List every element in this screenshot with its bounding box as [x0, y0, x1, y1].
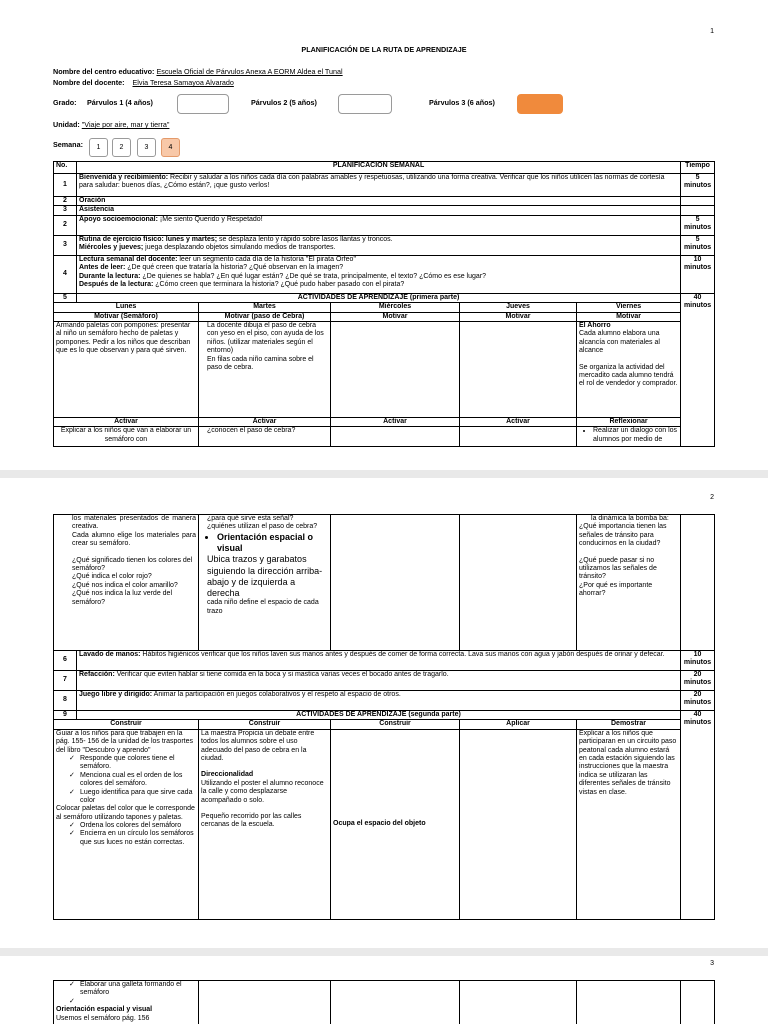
aplicar-jueves	[460, 729, 577, 919]
cell-text: La maestra Propicia un debate entre todos los alumnos sobre el uso adecuado del paso de cebra en la ciudad.	[201, 729, 315, 762]
day-viernes: Viernes	[577, 303, 681, 312]
motivar-jueves	[460, 321, 577, 417]
cell-text: En filas cada niño camina sobre el paso de cebra.	[207, 355, 314, 371]
row-label: Rutina de ejercicio físico: lunes y martes;	[79, 235, 218, 243]
page-1	[0, 0, 768, 470]
motivar-lunes: Armando paletas con pompones: presentar al niño un semáforo hecho de paletas y pompones. Pedir a los niños que describan que es lo que observan y para qué sirven.	[54, 321, 199, 417]
cell-title: El Ahorro	[579, 321, 611, 329]
row-num: 3	[54, 206, 77, 215]
page-number: 1	[710, 28, 714, 35]
p3-cell	[331, 981, 460, 1024]
row-label: Durante la lectura:	[79, 272, 141, 280]
p2-miercoles-cell	[331, 515, 460, 651]
page-3	[0, 956, 768, 1024]
row-text: ¿De quienes se habla? ¿En qué lugar están? ¿De qué se trata, principalmente, el texto? ¿Cómo es ese lugar?	[140, 272, 486, 280]
cell-text: ¿Qué puede pasar si no utilizamos las señales de tránsito?	[579, 556, 657, 581]
p3-cell	[681, 981, 715, 1024]
head-no: No.	[54, 162, 77, 174]
row-time	[681, 206, 715, 215]
cell-text: ¿Qué importancia tienen las señales de tránsito para conducirnos en la ciudad?	[579, 523, 667, 548]
activar-lunes: Explicar a los niños que van a elaborar un semáforo con	[54, 427, 199, 447]
demostrar-head: Demostrar	[577, 720, 681, 729]
row-lectura	[77, 255, 681, 293]
row-label: Apoyo socioemocional:	[79, 215, 158, 223]
check-item: ✓ Menciona cual es el orden de los colores del semáforo.	[80, 772, 196, 789]
cell-title: Direccionalidad	[201, 771, 254, 779]
row-juego	[77, 691, 681, 711]
day-miercoles: Miércoles	[331, 303, 460, 312]
activar-jueves	[460, 427, 577, 447]
p3-cell	[577, 981, 681, 1024]
centro-label: Nombre del centro educativo:	[53, 67, 155, 76]
row-label: Juego libre y dirigido:	[79, 691, 153, 698]
p3-cell	[460, 981, 577, 1024]
construir-head: Construir	[331, 720, 460, 729]
bullet-item: • Orientación espacial o visual	[217, 532, 328, 555]
plan-table-p2	[53, 514, 715, 920]
activar-viernes	[577, 427, 681, 447]
construir-martes	[199, 729, 331, 919]
motivar-martes	[199, 321, 331, 417]
motivar-head: Motivar	[331, 312, 460, 321]
cell-text: La docente dibuja el paso de cebra con yeso en el piso, con ayuda de los niños. (utilizar materiales según el entorno)	[207, 321, 324, 355]
cell-text: Colocar paletas del color que le corresponde al semáforo utilizando tapones y paletas.	[56, 805, 195, 821]
cell-text: Usemos el semáforo pág. 156	[56, 1014, 150, 1022]
motivar-head: Motivar (paso de Cebra)	[199, 312, 331, 321]
activar-miercoles	[331, 427, 460, 447]
cell-text: ¿Por qué es importante ahorrar?	[579, 581, 653, 598]
cell-text: Utilizando el poster el alumno reconoce la calle y como desplazarse acompañado o solo.	[201, 779, 324, 804]
semana-1[interactable]: 1	[89, 138, 108, 157]
row-time: 10 minutos	[681, 651, 715, 671]
row-num: 9	[54, 711, 77, 720]
demostrar-viernes: Explicar a los niños que participaran en un circuito paso peatonal cada alumno estará en cada estación siguiendo las instrucciones que la maestra indica se utilizaran las diferentes señales de tránsito vistas en clase.	[577, 729, 681, 919]
day-jueves: Jueves	[460, 303, 577, 312]
check-item: ✓ Responde que colores tiene el semáforo.	[80, 755, 196, 772]
page-title: PLANIFICACIÓN DE LA RUTA DE APRENDIZAJE	[301, 45, 467, 54]
centro-line	[53, 68, 343, 76]
p2-martes-cell	[199, 515, 331, 651]
row-oracion: Oración	[77, 197, 681, 206]
row-num: 2	[54, 197, 77, 206]
motivar-viernes	[577, 321, 681, 417]
check-item: ✓ Ordena los colores del semáforo	[80, 822, 196, 830]
row-label: Antes de leer:	[79, 264, 126, 272]
cell-text: ¿Qué indica el color rojo?	[72, 573, 152, 581]
cell-text: Se organiza la actividad del mercadito cada alumno tendrá el rol de vendedor y comprador.	[579, 363, 678, 388]
row-text: Verificar que eviten hablar si tiene comida en la boca y si mastica varias veces el bocado antes de tragarlo.	[114, 671, 449, 678]
row-time: 20 minutos	[681, 671, 715, 691]
p2-jueves-cell	[460, 515, 577, 651]
head-tiempo: Tiempo	[681, 162, 715, 174]
row-num: 2	[54, 215, 77, 235]
grado-checkbox-2[interactable]	[338, 94, 392, 114]
cell-text: Pequeño recorrido por las calles cercanas de la escuela.	[201, 812, 302, 829]
docente-label: Nombre del docente:	[53, 78, 125, 87]
activar-head: Activar	[199, 417, 331, 426]
cell-text: los materiales presentados de manera creativa.	[72, 515, 197, 531]
row-ejercicio	[77, 235, 681, 255]
row-time	[681, 515, 715, 651]
unidad-label: Unidad:	[53, 120, 80, 129]
cell-text: la dinámica la bomba ba:	[591, 515, 669, 522]
cell-text: cada niño define el espacio de cada trazo	[207, 599, 319, 615]
head-plan: PLANIFICACION SEMANAL	[77, 162, 681, 174]
row-time: 40 minutos	[681, 293, 715, 447]
semana-4-selected[interactable]: 4	[161, 138, 180, 157]
p2-lunes-cell	[54, 515, 199, 651]
row-text: leer un segmento cada día de la historia "El pirata Orfeo"	[177, 255, 356, 263]
cell-text: Ubica trazos y garabatos siguiendo la dirección arriba-abajo y de izquierda a derecha	[207, 554, 323, 599]
row-text: Animar la participación en juegos colaborativos y el respeto al espacio de otros.	[152, 691, 401, 698]
row-text: juega desplazando objetos simulando medios de transportes.	[143, 244, 336, 252]
page-2	[0, 478, 768, 948]
row-text: ¿Cómo creen que terminara la historia? ¿Qué pudo haber pasado con el pirata?	[153, 280, 405, 288]
row-num: 7	[54, 671, 77, 691]
row-num: 8	[54, 691, 77, 711]
docente-line	[53, 79, 234, 87]
cell-text: ¿quiénes utilizan el paso de cebra?	[207, 523, 318, 531]
p2-viernes-cell	[577, 515, 681, 651]
aplicar-head: Aplicar	[460, 720, 577, 729]
motivar-head: Motivar	[460, 312, 577, 321]
row-asistencia: Asistencia	[77, 206, 681, 215]
row-time: 10 minutos	[681, 255, 715, 293]
row-time: 5 minutos	[681, 215, 715, 235]
row-text: se desplaza lento y rápido sobre lasos llantas y troncos.	[217, 235, 393, 243]
bullet-item: • Realizar un dialogo con los alumnos por medio de	[593, 427, 678, 444]
row-time: 20 minutos	[681, 691, 715, 711]
grado-label: Grado:	[53, 98, 77, 107]
row-time	[681, 197, 715, 206]
row-text: Recibir y saludar a los niños cada día con palabras amables y respetuosas, utilizando una forma creativa. Verificar que los niños utilicen las normas de cortesía para saludar: buenos días, ¿Cómo están?, ¡que gusto verlos!	[79, 174, 665, 190]
construir-head: Construir	[199, 720, 331, 729]
activar-head: Activar	[331, 417, 460, 426]
row-label: Lectura semanal del docente:	[79, 255, 178, 263]
docente-value: Elvia Teresa Samayoa Alvarado	[132, 78, 234, 87]
unidad-value: "Viaje por aire, mar y tierra"	[81, 120, 170, 129]
page-number: 3	[710, 960, 714, 967]
construir-lunes	[54, 729, 199, 919]
row-num: 6	[54, 651, 77, 671]
semana-2[interactable]: 2	[112, 138, 131, 157]
row-bienvenida	[77, 174, 681, 197]
activar-martes: ¿conocen el paso de cebra?	[199, 427, 331, 447]
row-num: 3	[54, 235, 77, 255]
activar-head: Activar	[54, 417, 199, 426]
row-lavado	[77, 651, 681, 671]
cell-title: Orientación espacial y visual	[56, 1006, 153, 1014]
grado-option-1[interactable]: Párvulos 1 (4 años)	[87, 98, 153, 107]
row-label: Lavado de manos:	[79, 651, 141, 658]
row-label: Bienvenida y recibimiento:	[79, 174, 169, 181]
p3-lunes-cell	[54, 981, 199, 1024]
check-item: ✓ Encierra en un círculo los semáforos que sus luces no están correctas.	[80, 830, 196, 847]
construir-miercoles: Ocupa el espacio del objeto	[331, 729, 460, 919]
day-martes: Martes	[199, 303, 331, 312]
row-text: Hábitos higiénicos verificar que los niños laven sus manos antes y después de comer de forma correcta. Lava sus manos con agua y jabón después de orinar y defecar.	[140, 651, 665, 658]
centro-value: Escuela Oficial de Párvulos Anexa A EORM Aldea el Tunal	[156, 67, 343, 76]
row-time: 40 minutos	[681, 711, 715, 920]
cell-text: ¿Qué significado tienen los colores del semáforo?	[72, 556, 193, 572]
motivar-miercoles	[331, 321, 460, 417]
row-label: Miércoles y jueves;	[79, 244, 144, 252]
construir-head: Construir	[54, 720, 199, 729]
check-item: ✓ Elaborar una galleta formando el semáforo	[80, 981, 196, 998]
row-text: ¡Me siento Querido y Respetado!	[157, 215, 263, 223]
row-num: 1	[54, 174, 77, 197]
motivar-head: Motivar	[577, 312, 681, 321]
cell-text: Cada alumno elabora una alcancía con materiales al alcance	[579, 330, 660, 355]
cell-text: ¿Qué nos indica la luz verde del semáforo?	[72, 590, 172, 606]
row-label: Refacción:	[79, 671, 115, 678]
row-refaccion	[77, 671, 681, 691]
row-time: 5 minutos	[681, 235, 715, 255]
p3-cell	[199, 981, 331, 1024]
cell-text: ¿para qué sirve esta señal?	[207, 515, 294, 522]
section-title: ACTIVIDADES DE APRENDIZAJE (primera parte)	[77, 293, 681, 302]
check-item	[80, 998, 196, 1006]
activar-head: Activar	[460, 417, 577, 426]
motivar-head: Motivar (Semáforo)	[54, 312, 199, 321]
cell-text: Cada alumno elige los materiales para crear su semáforo.	[72, 531, 197, 548]
unidad-line	[53, 121, 169, 129]
section-title: ACTIVIDADES DE APRENDIZAJE (segunda parte)	[77, 711, 681, 720]
grado-option-2[interactable]: Párvulos 2 (5 años)	[251, 98, 317, 107]
grado-checkbox-1[interactable]	[177, 94, 229, 114]
row-label: Después de la lectura:	[79, 280, 154, 288]
grado-option-3[interactable]: Párvulos 3 (6 años)	[429, 98, 495, 107]
row-time: 5 minutos	[681, 174, 715, 197]
grado-checkbox-3-selected[interactable]	[517, 94, 563, 114]
page-number: 2	[710, 494, 714, 501]
semana-label: Semana:	[53, 140, 83, 149]
row-num: 4	[54, 255, 77, 293]
plan-table-p3	[53, 980, 715, 1024]
check-item: ✓ Luego identifica para que sirve cada color	[80, 789, 196, 806]
activar-head: Reflexionar	[577, 417, 681, 426]
row-socioemocional	[77, 215, 681, 235]
semana-3[interactable]: 3	[137, 138, 156, 157]
plan-table-p1	[53, 161, 715, 447]
cell-text: ¿Qué nos indica el color amarillo?	[72, 581, 178, 589]
day-lunes: Lunes	[54, 303, 199, 312]
row-text: ¿De qué creen que trataría la historia? ¿Qué observan en la imagen?	[125, 264, 344, 272]
cell-text: Guiar a los niños para que trabajen en la pág. 155- 156 de la unidad de los trasportes del libro "Descubro y aprendo"	[56, 729, 193, 754]
row-num: 5	[54, 293, 77, 302]
